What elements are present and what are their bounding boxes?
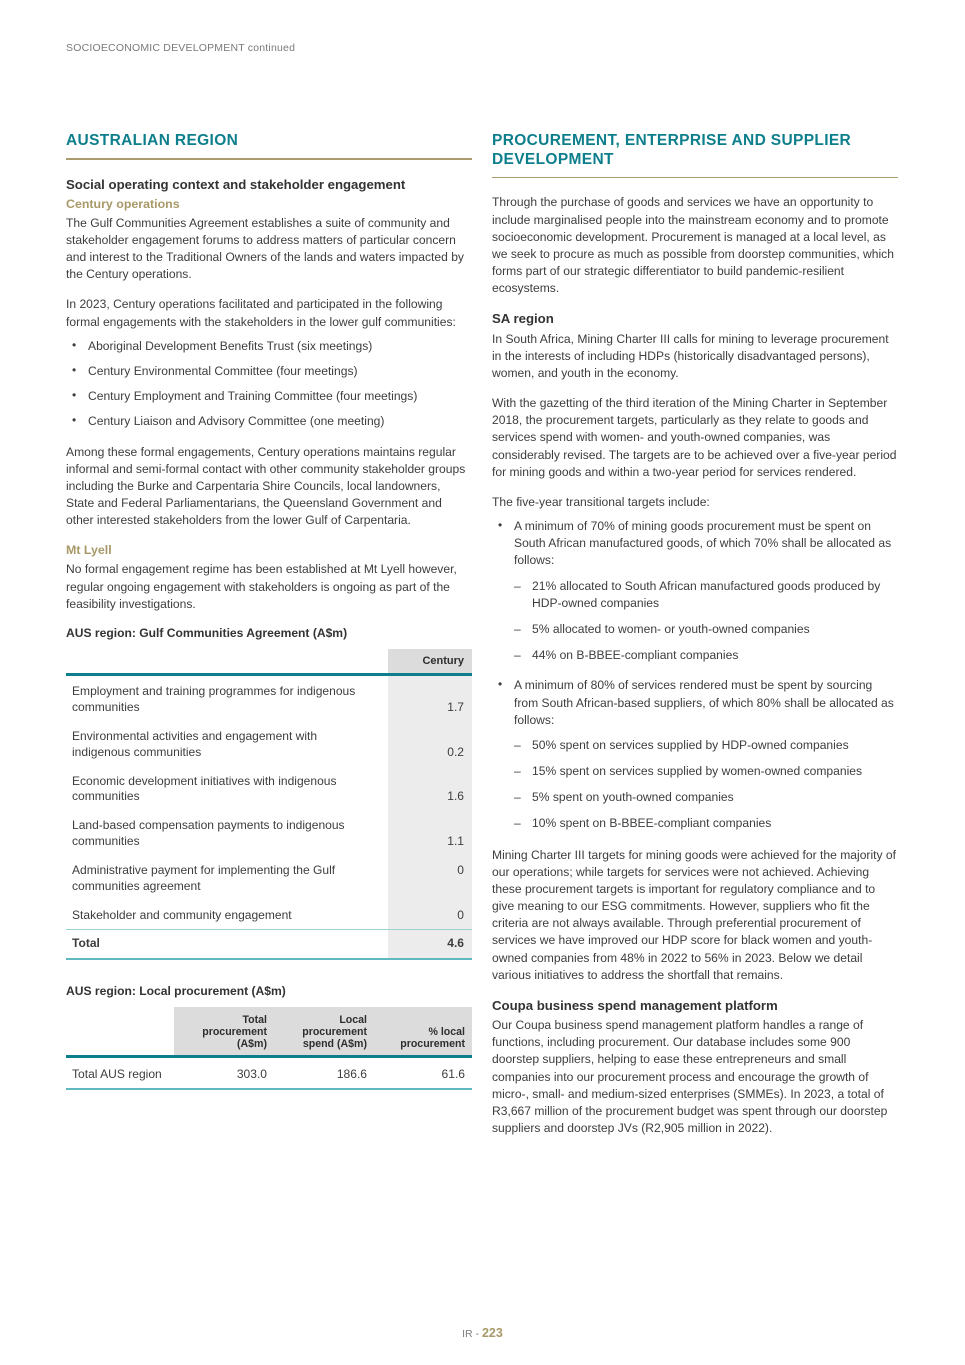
paragraph-gulf-communities-agreement: The Gulf Communities Agreement establishes a suite of community and stakeholder engagement forums to address matters of particular concern and interest to the Traditional Owners of the lands and waters impacted by the Century operations. bbox=[66, 215, 464, 282]
table-caption-gca: AUS region: Gulf Communities Agreement (A$m) bbox=[66, 626, 348, 640]
row-value: 1.7 bbox=[388, 676, 472, 721]
list-item: – 5% spent on youth-owned companies bbox=[514, 789, 898, 806]
table-gulf-communities-agreement bbox=[66, 649, 472, 958]
target-bullet-list-1 bbox=[492, 518, 898, 570]
table-header-blank bbox=[66, 1007, 174, 1055]
row-value: 0 bbox=[388, 900, 472, 929]
paragraph-purchase-goods-services: Through the purchase of goods and services we have an opportunity to include marginalised people into the mainstream economy and to promote socioeconomic development. Procurement is managed at a local level, as we seek to procure as much as possible from doorstep communities, which forms part of our strategic differentiator to build pandemic-resilient ecosystems. bbox=[492, 195, 894, 296]
paragraph-informal-contact: Among these formal engagements, Century operations maintains regular informal and semi-formal contact with other community stakeholder groups including the Burke and Carpentaria Shire Councils, local landowners, State and Federal Parliamentarians, the Queensland Government and other interested stakeholders from the lower Gulf of Carpentaria. bbox=[66, 444, 466, 528]
table-header-blank bbox=[66, 649, 388, 673]
table-row bbox=[66, 855, 472, 900]
table-row bbox=[66, 766, 472, 811]
table-footer-rule-local-procurement bbox=[66, 1088, 472, 1090]
target-sub-list-1 bbox=[514, 578, 898, 665]
table-header-local-spend: Local procurement spend (A$m) bbox=[274, 1007, 374, 1055]
row-label: Employment and training programmes for indigenous communities bbox=[72, 683, 356, 714]
list-item: • Century Liaison and Advisory Committee (one meeting) bbox=[66, 413, 472, 430]
row-label: Total AUS region bbox=[72, 1066, 162, 1081]
page-footer bbox=[0, 1326, 965, 1340]
list-item: • Century Employment and Training Committee (four meetings) bbox=[66, 388, 472, 405]
list-item: • A minimum of 70% of mining goods procurement must be spent on South African manufactured goods, of which 70% shall be allocated as follows: bbox=[492, 518, 898, 570]
engagement-bullet-list bbox=[66, 338, 472, 431]
gold-heading-century-operations: Century operations bbox=[66, 196, 180, 211]
table-total-row bbox=[66, 929, 472, 957]
paragraph-gazetting: With the gazetting of the third iteration of the Mining Charter in September 2018, the procurement targets, particularly as they relate to goods and services spend with women- and youth-owned companies, was considerably revised. The targets are to be achieved over a five-year period for mining goods and within a two-year period for services rendered. bbox=[492, 396, 897, 479]
target-bullet-list-2 bbox=[492, 677, 898, 729]
section-title-australian-region: AUSTRALIAN REGION bbox=[66, 132, 239, 149]
list-item: – 21% allocated to South African manufactured goods produced by HDP-owned companies bbox=[514, 578, 898, 612]
row-value: 1.1 bbox=[388, 810, 472, 855]
paragraph-five-year-targets-intro: The five-year transitional targets include: bbox=[492, 494, 710, 509]
right-column bbox=[492, 132, 898, 1150]
section-title-procurement-enterprise-supplier-development: PROCUREMENT, ENTERPRISE AND SUPPLIER DEVELOPMENT bbox=[492, 132, 852, 168]
list-item: – 44% on B-BBEE-compliant companies bbox=[514, 647, 898, 664]
table-header-pct-local: % local procurement bbox=[374, 1007, 472, 1055]
total-label: Total bbox=[66, 929, 388, 957]
row-value-total-procurement: 303.0 bbox=[236, 1066, 267, 1081]
list-item: – 15% spent on services supplied by women-owned companies bbox=[514, 763, 898, 780]
footer-page-number: 223 bbox=[481, 1326, 503, 1340]
table-header-row bbox=[66, 649, 472, 673]
left-column bbox=[66, 132, 472, 1090]
list-item: • A minimum of 80% of services rendered must be spent by sourcing from South African-based suppliers, of which 80% shall be allocated as follows: bbox=[492, 677, 898, 729]
list-item: – 50% spent on services supplied by HDP-owned companies bbox=[514, 737, 898, 754]
section-divider-right bbox=[492, 177, 898, 179]
subheading-sa-region: SA region bbox=[492, 311, 554, 327]
total-value: 4.6 bbox=[388, 929, 472, 957]
footer-prefix: IR - bbox=[462, 1328, 482, 1340]
table-header-row bbox=[66, 1007, 472, 1055]
table-local-procurement bbox=[66, 1007, 472, 1088]
table-row bbox=[66, 900, 472, 929]
paragraph-mt-lyell: No formal engagement regime has been established at Mt Lyell however, regular ongoing engagement with stakeholders is ongoing as part of the feasibility investigations. bbox=[66, 562, 457, 611]
table-row bbox=[66, 1058, 472, 1088]
row-value: 0 bbox=[388, 855, 472, 900]
paragraph-mining-charter-iii: In South Africa, Mining Charter III calls for mining to leverage procurement in the interests of including HDPs (historically disadvantaged persons), women, and youth in the economy. bbox=[492, 331, 889, 380]
table-header-century: Century bbox=[388, 649, 472, 673]
table-footer-rule-gca bbox=[66, 958, 472, 960]
paragraph-coupa-description: Our Coupa business spend management platform handles a range of functions, including procurement. Our database includes some 900 doorstep suppliers, helping to ease these entrepreneurs and small companies into our procurement process and encourage the growth of micro-, small- and medium-sized enterprises (SMMEs). In 2023, a total of R3,667 million of the procurement budget was spent through our doorstep suppliers and doorstep JVs (R2,905 million in 2022). bbox=[492, 1018, 888, 1136]
paragraph-2023-engagements: In 2023, Century operations facilitated and participated in the following formal engagements with the stakeholders in the lower gulf communities: bbox=[66, 297, 456, 329]
list-item: – 5% allocated to women- or youth-owned companies bbox=[514, 621, 898, 638]
table-header-total-procurement: Total procurement (A$m) bbox=[174, 1007, 274, 1055]
target-group-services bbox=[492, 677, 898, 832]
target-sub-list-2 bbox=[514, 737, 898, 833]
gold-heading-mt-lyell: Mt Lyell bbox=[66, 543, 112, 558]
list-item: • Century Environmental Committee (four meetings) bbox=[66, 363, 472, 380]
row-value: 0.2 bbox=[388, 721, 472, 766]
table-caption-local-procurement: AUS region: Local procurement (A$m) bbox=[66, 983, 286, 998]
running-head: SOCIOECONOMIC DEVELOPMENT continued bbox=[66, 42, 296, 54]
row-label: Land-based compensation payments to indigenous communities bbox=[72, 818, 345, 849]
row-value: 1.6 bbox=[388, 766, 472, 811]
row-label: Environmental activities and engagement with indigenous communities bbox=[72, 728, 318, 759]
table-row bbox=[66, 810, 472, 855]
table-row bbox=[66, 676, 472, 721]
row-value-pct-local: 61.6 bbox=[441, 1066, 465, 1081]
subheading-social-operating-context: Social operating context and stakeholder engagement bbox=[66, 176, 406, 192]
row-label: Stakeholder and community engagement bbox=[72, 907, 292, 922]
row-value-local-spend: 186.6 bbox=[336, 1066, 367, 1081]
row-label: Economic development initiatives with indigenous communities bbox=[72, 773, 337, 804]
list-item: – 10% spent on B-BBEE-compliant companies bbox=[514, 815, 898, 832]
subheading-coupa-platform: Coupa business spend management platform bbox=[492, 997, 778, 1013]
row-label: Administrative payment for implementing the Gulf communities agreement bbox=[72, 863, 336, 893]
section-divider-left bbox=[66, 158, 472, 160]
paragraph-targets-achieved: Mining Charter III targets for mining goods were achieved for the majority of our operations; while targets for services were not achieved. Achieving these procurement targets is important for regulatory compliance and to give meaning to our ESG commitments. However, suppliers who fit the criteria are not always available. Through preferential procurement of services we have improved our HDP score for black women and youth-owned companies from 48% in 2022 to 56% in 2023. Below we detail various initiatives to address the shortfall that remains. bbox=[492, 847, 896, 982]
list-item: • Aboriginal Development Benefits Trust (six meetings) bbox=[66, 338, 472, 355]
target-group-mining-goods bbox=[492, 518, 898, 664]
table-row bbox=[66, 721, 472, 766]
